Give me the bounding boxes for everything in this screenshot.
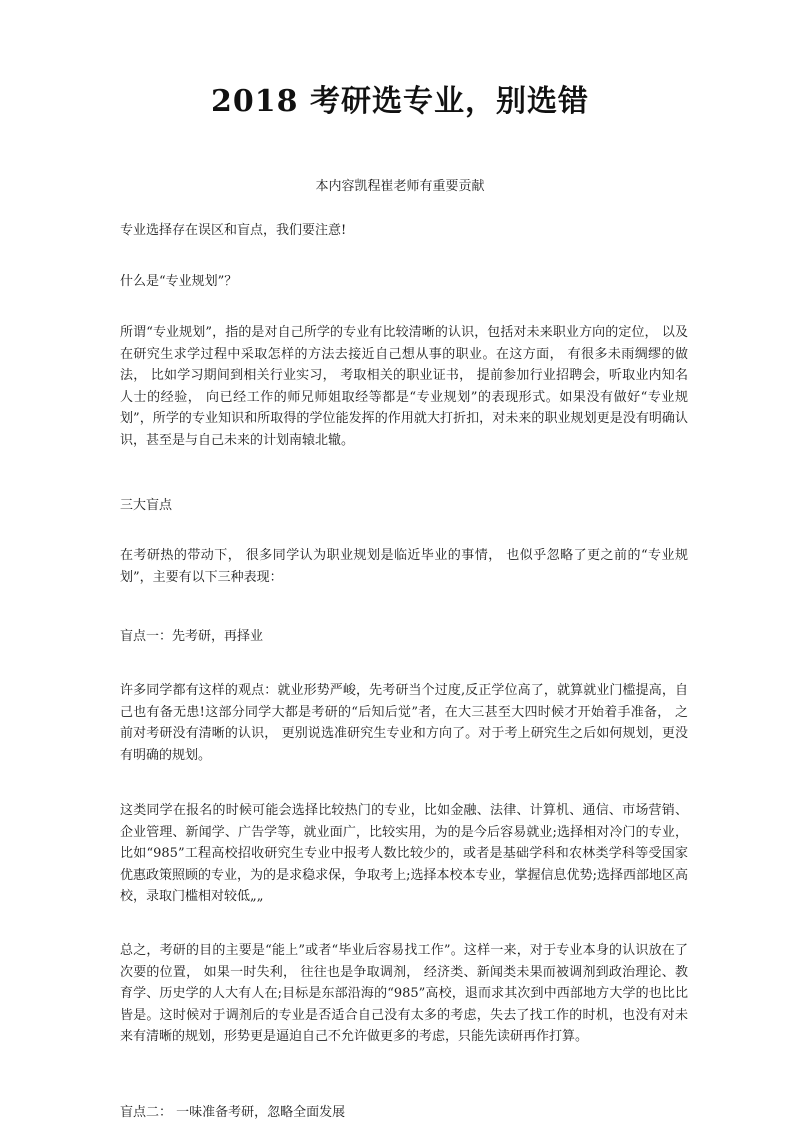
document-title: 2018 考研选专业，别选错 bbox=[211, 84, 589, 119]
section-heading-blind-spot-one: 盲点一：先考研，再择业 bbox=[120, 629, 264, 644]
section-heading-definition: 什么是“专业规划”？ bbox=[120, 274, 238, 289]
paragraph-blind-spot-one-b: 这类同学在报名的时候可能会选择比较热门的专业，比如金融、法律、计算机、通信、市场营销、企业管理、新闻学、广告学等，就业面广，比较实用，为的是今后容易就业;选择相对冷门的专业，比如“985”工程高校招收研究生专业中报考人数比较少的，或者是基础学科和农林类学科等受国家优惠政策照顾的专业，为的是求稳求保，争取考上;选择本校本专业，掌握信息优势;选择西部地区高校，录取门槛相对较低„„ bbox=[120, 803, 688, 904]
section-heading-blind-spot-two: 盲点二： 一味准备考研，忽略全面发展 bbox=[120, 1105, 346, 1120]
intro-text: 专业选择存在误区和盲点，我们要注意! bbox=[120, 223, 347, 238]
paragraph-definition: 所谓“专业规划”，指的是对自己所学的专业有比较清晰的认识，包括对未来职业方向的定位， 以及在研究生求学过程中采取怎样的方法去接近自己想从事的职业。在这方面， 有很多未雨绸缪的做法， 比如学习期间到相关行业实习， 考取相关的职业证书， 提前参加行业招聘会，听取业内知名人士的经验， 向已经工作的师兄师姐取经等都是“专业规划”的表现形式。如果没有做好“专业规划”，所学的专业知识和所取得的学位能发挥的作用就大打折扣，对未来的职业规划更是没有明确认识，甚至是与自己未来的计划南辕北辙。 bbox=[120, 325, 688, 448]
paragraph-blind-spot-one-c: 总之，考研的目的主要是“能上”或者“毕业后容易找工作”。这样一来，对于专业本身的认识放在了次要的位置， 如果一时失利， 往往也是争取调剂， 经济类、新闻类未果而被调剂到政治理论、教育学、历史学的人大有人在;目标是东部沿海的“985”高校，退而求其次到中西部地方大学的也比比皆是。这时候对于调剂后的专业是否适合自己没有太多的考虑，失去了找工作的时机，也没有对未来有清晰的规划，形势更是逼迫自己不允许做更多的考虑，只能先读研再作打算。 bbox=[120, 943, 688, 1044]
document-subtitle: 本内容凯程崔老师有重要贡献 bbox=[315, 179, 485, 194]
paragraph-blind-spot-one-a: 许多同学都有这样的观点：就业形势严峻，先考研当个过度,反正学位高了，就算就业门槛提高，自己也有备无患!这部分同学大都是考研的“后知后觉”者，在大三甚至大四时候才开始着手准备， 之前对考研没有清晰的认识， 更别说选准研究生专业和方向了。对于考上研究生之后如何规划，更没有明确的规划。 bbox=[120, 683, 688, 763]
section-heading-three-blind-spots: 三大盲点 bbox=[120, 498, 173, 513]
paragraph-three-blind-spots: 在考研热的带动下， 很多同学认为职业规划是临近毕业的事情， 也似乎忽略了更之前的“专业规划”，主要有以下三种表现： bbox=[120, 548, 688, 585]
